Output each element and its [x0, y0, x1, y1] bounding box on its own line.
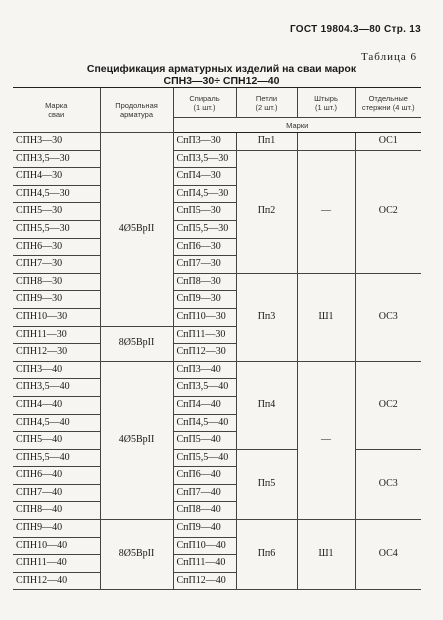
spiral-mark: СпП9—30: [173, 291, 236, 309]
pile-mark: СПН10—30: [13, 308, 100, 326]
spiral-mark: СпП6—30: [173, 238, 236, 256]
col-header-marks: Марки: [173, 118, 421, 133]
pile-mark: СПН9—30: [13, 291, 100, 309]
pin-cell: —: [297, 361, 355, 519]
pile-mark: СПН4—30: [13, 168, 100, 186]
rods-cell: ОС2: [355, 150, 421, 273]
spiral-mark: СпП6—40: [173, 467, 236, 485]
spiral-mark: СпП10—30: [173, 308, 236, 326]
rods-cell: ОС4: [355, 520, 421, 590]
spiral-mark: СпП5—30: [173, 203, 236, 221]
table-title: Спецификация арматурных изделий на сваи марок: [86, 63, 357, 75]
col-header-pin: Штырь (1 шт.): [297, 88, 355, 118]
spiral-mark: СпП12—30: [173, 344, 236, 362]
pile-mark: СПН3,5—40: [13, 379, 100, 397]
spiral-mark: СпП10—40: [173, 537, 236, 555]
pin-cell: [297, 133, 355, 151]
table-row: [13, 150, 421, 168]
longitudinal-cell: 8Ø5ВрІІ: [100, 326, 173, 361]
pile-mark: СПН3—40: [13, 361, 100, 379]
col-header-longitudinal: Продольная арматура: [100, 88, 173, 133]
spiral-mark: СпП3,5—40: [173, 379, 236, 397]
pin-cell: Ш1: [297, 273, 355, 361]
spiral-mark: СпП7—30: [173, 256, 236, 274]
table-row: [13, 449, 421, 467]
pile-mark: СПН11—40: [13, 555, 100, 573]
pile-mark: СПН10—40: [13, 537, 100, 555]
spiral-mark: СпП5,5—30: [173, 220, 236, 238]
spiral-mark: СпП5,5—40: [173, 449, 236, 467]
longitudinal-cell: 4Ø5ВрІІ: [100, 361, 173, 519]
rods-cell: ОС3: [355, 273, 421, 361]
loops-cell: Пп6: [236, 520, 297, 590]
rods-cell: ОС1: [355, 133, 421, 151]
pile-mark: СПН7—30: [13, 256, 100, 274]
table-row: [13, 361, 421, 379]
pile-mark: СПН4—40: [13, 396, 100, 414]
loops-cell: Пп5: [236, 449, 297, 519]
pile-mark: СПН5—30: [13, 203, 100, 221]
pile-mark: СПН5,5—30: [13, 220, 100, 238]
pile-mark: СПН4,5—40: [13, 414, 100, 432]
spiral-mark: СпП4,5—30: [173, 185, 236, 203]
pile-mark: СПН8—40: [13, 502, 100, 520]
table-subtitle: СПН3—30÷ СПН12—40: [163, 75, 280, 87]
col-header-loops: Петли (2 шт.): [236, 88, 297, 118]
pile-mark: СПН9—40: [13, 520, 100, 538]
spiral-mark: СпП4—40: [173, 396, 236, 414]
pile-mark: СПН5—40: [13, 432, 100, 450]
pile-mark: СПН3,5—30: [13, 150, 100, 168]
table-row: [13, 520, 421, 538]
pile-mark: СПН8—30: [13, 273, 100, 291]
page-header: ГОСТ 19804.3—80 Стр. 13: [289, 24, 421, 35]
pile-mark: СПН6—40: [13, 467, 100, 485]
spiral-mark: СпП4,5—40: [173, 414, 236, 432]
spiral-mark: СпП3—30: [173, 133, 236, 151]
spiral-mark: СпП11—40: [173, 555, 236, 573]
pile-mark: СПН7—40: [13, 484, 100, 502]
table-label: Таблица 6: [360, 51, 417, 63]
spiral-mark: СпП11—30: [173, 326, 236, 344]
pile-mark: СПН12—30: [13, 344, 100, 362]
longitudinal-cell: 4Ø5ВрІІ: [100, 133, 173, 327]
pile-mark: СПН4,5—30: [13, 185, 100, 203]
spiral-mark: СпП8—40: [173, 502, 236, 520]
spiral-mark: СпП7—40: [173, 484, 236, 502]
table-row: [13, 133, 421, 151]
col-header-mark: Марка сваи: [13, 88, 100, 133]
loops-cell: Пп3: [236, 273, 297, 361]
pin-cell: —: [297, 150, 355, 273]
pile-mark: СПН12—40: [13, 572, 100, 590]
loops-cell: Пп1: [236, 133, 297, 151]
spiral-mark: СпП9—40: [173, 520, 236, 538]
spiral-mark: СпП3,5—30: [173, 150, 236, 168]
rods-cell: ОС2: [355, 361, 421, 449]
loops-cell: Пп4: [236, 361, 297, 449]
pile-mark: СПН6—30: [13, 238, 100, 256]
spiral-mark: СпП8—30: [173, 273, 236, 291]
spiral-mark: СпП4—30: [173, 168, 236, 186]
pile-mark: СПН3—30: [13, 133, 100, 151]
pile-mark: СПН5,5—40: [13, 449, 100, 467]
pile-mark: СПН11—30: [13, 326, 100, 344]
col-header-rods: Отдельные стержни (4 шт.): [355, 88, 421, 118]
col-header-spiral: Спираль (1 шт.): [173, 88, 236, 118]
longitudinal-cell: 8Ø5ВрІІ: [100, 520, 173, 590]
loops-cell: Пп2: [236, 150, 297, 273]
table-row: [13, 273, 421, 291]
pin-cell: Ш1: [297, 520, 355, 590]
spiral-mark: СпП5—40: [173, 432, 236, 450]
spiral-mark: СпП3—40: [173, 361, 236, 379]
table-body: [13, 133, 421, 590]
specification-table: [13, 87, 421, 590]
rods-cell: ОС3: [355, 449, 421, 519]
spiral-mark: СпП12—40: [173, 572, 236, 590]
